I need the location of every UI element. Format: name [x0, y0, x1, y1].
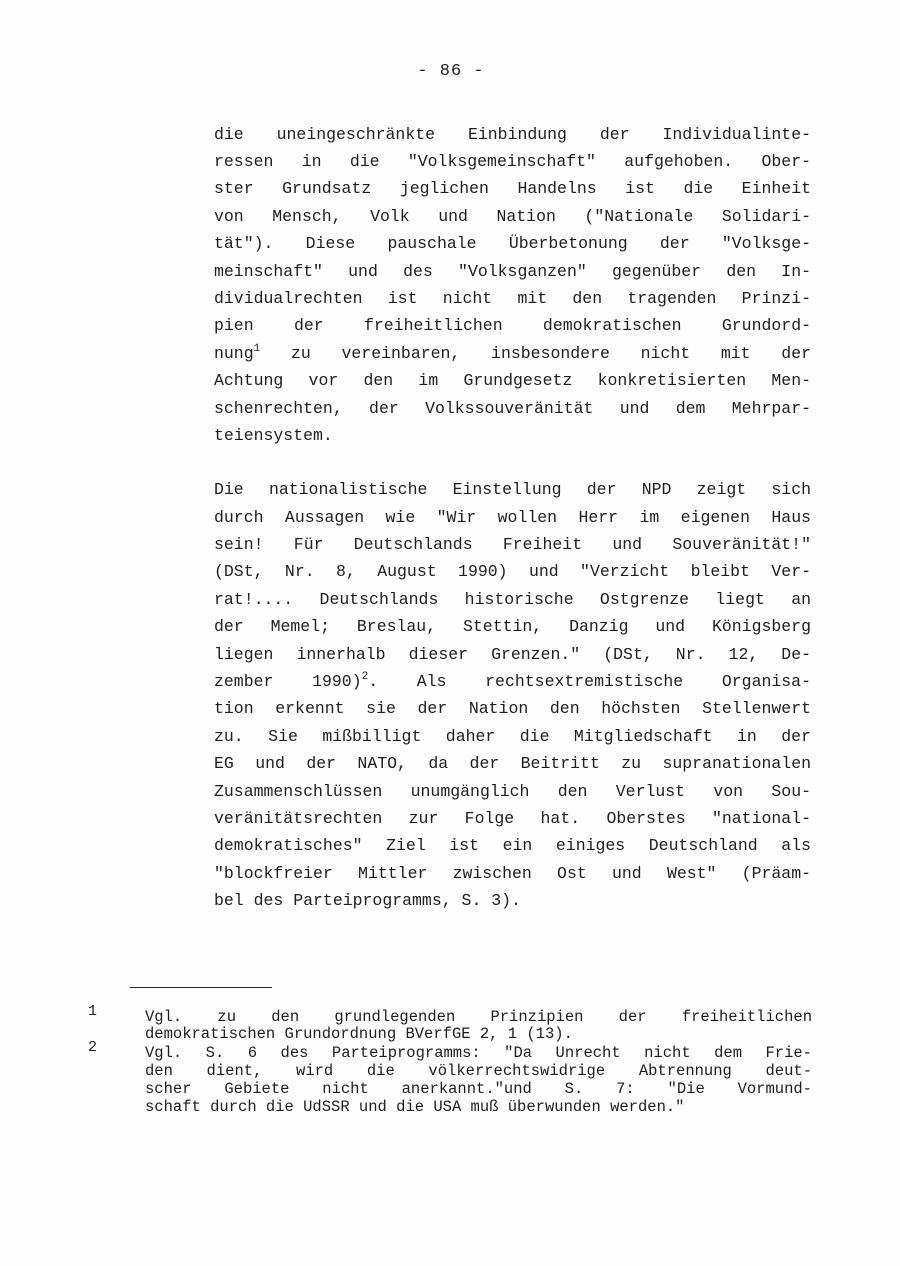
text-fragment: nung: [214, 344, 254, 363]
footnote-line: demokratischen Grundordnung BVerfGE 2, 1 (13).: [145, 1025, 573, 1043]
footnote-reference-1[interactable]: 1: [253, 343, 261, 355]
paragraph-line: tät"). Diese pauschale Überbetonung der "Volksge-: [214, 234, 811, 253]
text-fragment: . Als rechtsextremistische Organisa-: [368, 672, 811, 691]
paragraph-line: durch Aussagen wie "Wir wollen Herr im eigenen Haus: [214, 508, 811, 527]
paragraph-line: EG und der NATO, da der Beitritt zu supranationalen: [214, 754, 811, 773]
footnote-line: scher Gebiete nicht anerkannt."und S. 7: "Die Vormund-: [145, 1080, 812, 1098]
footnote-line: den dient, wird die völkerrechtswidrige Abtrennung deut-: [145, 1062, 812, 1080]
paragraph-line: bel des Parteiprogramms, S. 3).: [214, 891, 521, 910]
page-number: - 86 -: [417, 62, 485, 81]
paragraph-line: meinschaft" und des "Volksganzen" gegenüber den In-: [214, 262, 811, 281]
paragraph-line: der Memel; Breslau, Stettin, Danzig und Königsberg: [214, 617, 811, 636]
footnote-reference-2[interactable]: 2: [361, 671, 369, 683]
paragraph-line: tion erkennt sie der Nation den höchsten Stellenwert: [214, 699, 811, 718]
paragraph-line: teiensystem.: [214, 426, 333, 445]
paragraph-line-with-footnote-ref: [214, 671, 811, 691]
paragraph-line: Achtung vor den im Grundgesetz konkretisierten Men-: [214, 371, 811, 390]
paragraph-line: von Mensch, Volk und Nation ("Nationale Solidari-: [214, 207, 811, 226]
paragraph-line: demokratisches" Ziel ist ein einiges Deutschland als: [214, 836, 811, 855]
footnote-marker: 2: [88, 1039, 98, 1056]
paragraph-line-with-footnote-ref: [214, 343, 812, 363]
paragraph-line: (DSt, Nr. 8, August 1990) und "Verzicht bleibt Ver-: [214, 562, 811, 581]
text-fragment: zu vereinbaren, insbesondere nicht mit der: [290, 344, 812, 363]
footnote-marker: 1: [88, 1003, 98, 1020]
footnote-line: Vgl. zu den grundlegenden Prinzipien der freiheitlichen: [145, 1008, 812, 1026]
paragraph-line: Die nationalistische Einstellung der NPD zeigt sich: [214, 480, 811, 499]
footnote-separator: [130, 987, 272, 988]
paragraph-line: sein! Für Deutschlands Freiheit und Souveränität!": [214, 535, 811, 554]
paragraph-line: zu. Sie mißbilligt daher die Mitgliedschaft in der: [214, 727, 811, 746]
paragraph-line: Zusammenschlüssen unumgänglich den Verlust von Sou-: [214, 782, 811, 801]
paragraph-line: liegen innerhalb dieser Grenzen." (DSt, Nr. 12, De-: [214, 645, 811, 664]
paragraph-line: ressen in die "Volksgemeinschaft" aufgehoben. Ober-: [214, 152, 811, 171]
paragraph-line: dividualrechten ist nicht mit den tragenden Prinzi-: [214, 289, 811, 308]
paragraph-line: veränitätsrechten zur Folge hat. Oberstes "national-: [214, 809, 811, 828]
text-fragment: zember 1990): [214, 672, 362, 691]
paragraph-line: ster Grundsatz jeglichen Handelns ist die Einheit: [214, 179, 811, 198]
footnote-line: Vgl. S. 6 des Parteiprogramms: "Da Unrecht nicht dem Frie-: [145, 1044, 812, 1062]
paragraph-line: "blockfreier Mittler zwischen Ost und West" (Präam-: [214, 864, 811, 883]
paragraph-line: rat!.... Deutschlands historische Ostgrenze liegt an: [214, 590, 811, 609]
paragraph-line: die uneingeschränkte Einbindung der Individualinte-: [214, 125, 811, 144]
footnote-line: schaft durch die UdSSR und die USA muß überwunden werden.": [145, 1098, 685, 1116]
paragraph-line: schenrechten, der Volkssouveränität und dem Mehrpar-: [214, 399, 811, 418]
paragraph-line: pien der freiheitlichen demokratischen Grundord-: [214, 316, 811, 335]
